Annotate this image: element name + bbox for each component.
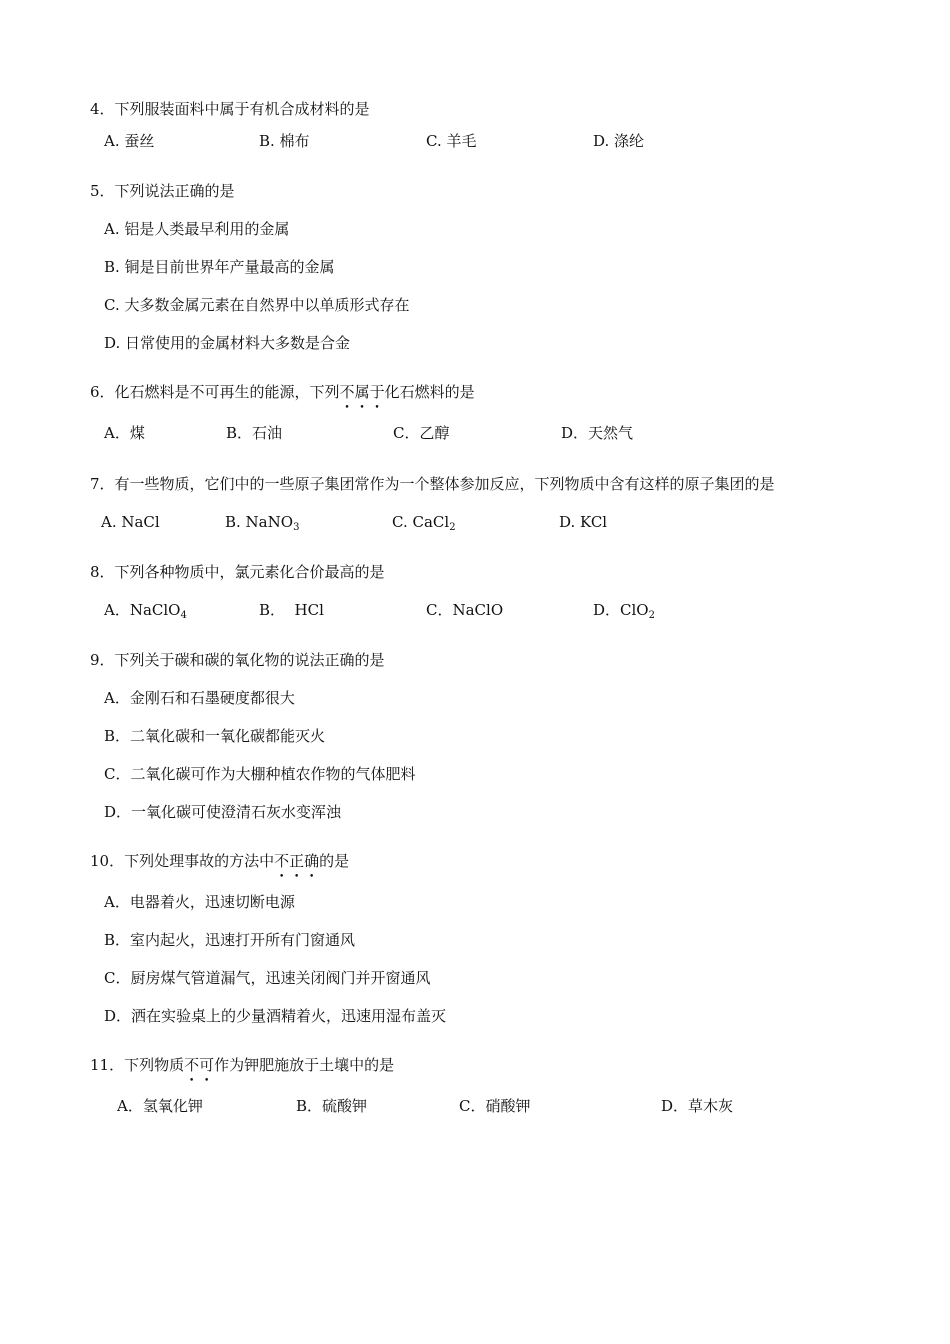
emphasis-mark-char: 不	[339, 383, 355, 401]
question-8-option-d: D．ClO$_2$	[593, 601, 655, 621]
question-7-option-b: B. NaNO$_3$	[225, 513, 300, 533]
question-7-stem: 7．有一些物质，它们中的一些原子集团常作为一个整体参加反应，下列物质中含有这样的原子集团的是	[90, 475, 775, 493]
question-11-option-d: D．草木灰	[661, 1097, 734, 1115]
question-11-option-b: B．硫酸钾	[296, 1097, 368, 1115]
question-4-option-c: C. 羊毛	[426, 132, 477, 150]
question-8-option-b: B． HCl	[259, 601, 324, 619]
question-9-option-a: A．金刚石和石墨硬度都很大	[104, 689, 295, 707]
emphasis-mark-char: 不	[184, 1056, 200, 1074]
question-9-stem: 9．下列关于碳和碳的氧化物的说法正确的是	[90, 651, 385, 669]
question-6-stem-suffix: 化石燃料的是	[384, 383, 475, 401]
question-7-option-d: D. KCl	[559, 513, 608, 531]
question-5-option-a: A. 铝是人类最早利用的金属	[104, 220, 290, 238]
emphasis-mark-char: 正	[289, 852, 305, 870]
question-5-option-d: D. 日常使用的金属材料大多数是合金	[104, 334, 351, 352]
question-8-option-a: A．NaClO$_4$	[104, 601, 187, 621]
question-10-stem-prefix: 10．下列处理事故的方法中	[90, 852, 275, 870]
question-10-option-d: D．洒在实验桌上的少量酒精着火，迅速用湿布盖灭	[104, 1007, 447, 1025]
question-5-option-b: B. 铜是目前世界年产量最高的金属	[104, 258, 335, 276]
emphasis-mark-char: 确	[304, 852, 320, 870]
question-8-option-c: C．NaClO	[426, 601, 504, 619]
question-7-option-c: C. CaCl$_2$	[392, 513, 456, 533]
question-6-option-c: C．乙醇	[393, 424, 450, 442]
question-10-stem-suffix: 的是	[319, 852, 350, 870]
question-8-stem: 8．下列各种物质中，氯元素化合价最高的是	[90, 563, 385, 581]
emphasis-mark-char: 属	[354, 383, 370, 401]
question-4-option-b: B. 棉布	[259, 132, 310, 150]
question-5-stem: 5．下列说法正确的是	[90, 182, 235, 200]
emphasis-mark-char: 不	[274, 852, 290, 870]
emphasis-mark-char: 可	[199, 1056, 215, 1074]
question-10-stem	[90, 851, 349, 871]
question-11-stem	[90, 1055, 394, 1075]
question-4-stem: 4．下列服装面料中属于有机合成材料的是	[90, 100, 370, 118]
question-4-option-a: A. 蚕丝	[104, 132, 155, 150]
question-10-option-b: B．室内起火，迅速打开所有门窗通风	[104, 931, 356, 949]
question-6-option-d: D．天然气	[561, 424, 634, 442]
question-4-option-d: D. 涤纶	[593, 132, 645, 150]
question-6-stem-prefix: 6．化石燃料是不可再生的能源，下列	[90, 383, 340, 401]
question-6-option-b: B．石油	[226, 424, 283, 442]
question-11-option-a: A．氢氧化钾	[117, 1097, 203, 1115]
question-6-option-a: A．煤	[104, 424, 145, 442]
question-10-option-c: C．厨房煤气管道漏气，迅速关闭阀门并开窗通风	[104, 969, 431, 987]
question-7-option-a: A. NaCl	[101, 513, 160, 531]
question-6-stem	[90, 382, 475, 402]
question-10-option-a: A．电器着火，迅速切断电源	[104, 893, 295, 911]
question-9-option-c: C．二氧化碳可作为大棚种植农作物的气体肥料	[104, 765, 416, 783]
question-11-stem-prefix: 11．下列物质	[90, 1056, 185, 1074]
emphasis-mark-char: 于	[369, 383, 385, 401]
question-9-option-b: B．二氧化碳和一氧化碳都能灭火	[104, 727, 326, 745]
question-5-option-c: C. 大多数金属元素在自然界中以单质形式存在	[104, 296, 410, 314]
question-9-option-d: D．一氧化碳可使澄清石灰水变浑浊	[104, 803, 342, 821]
question-11-stem-suffix: 作为钾肥施放于土壤中的是	[214, 1056, 395, 1074]
question-11-option-c: C．硝酸钾	[459, 1097, 531, 1115]
